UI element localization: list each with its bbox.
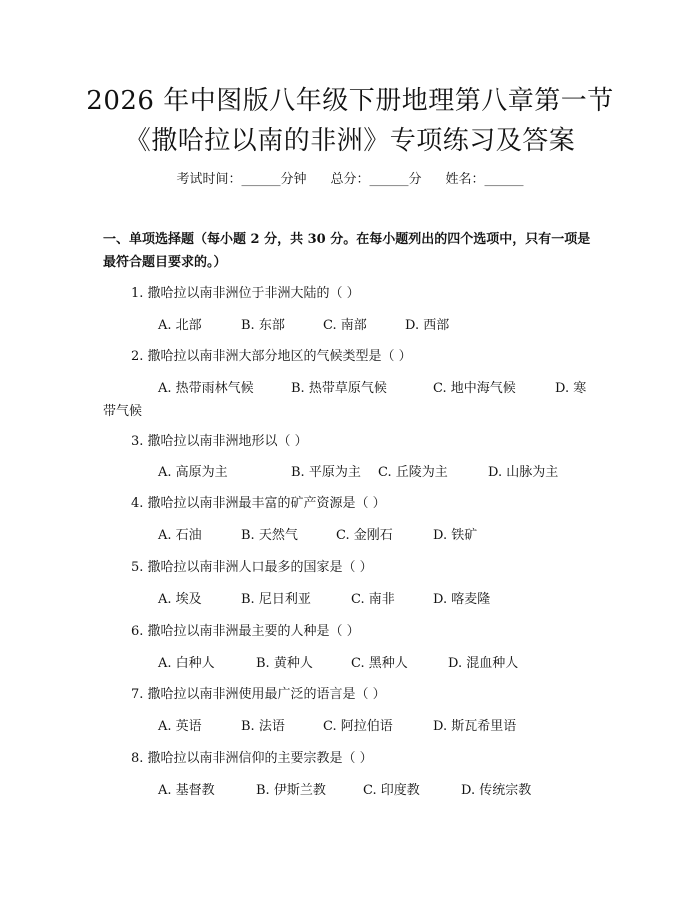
option-b: B. 伊斯兰教 [256,783,326,798]
option-c: C. 南部 [323,318,367,333]
option-a: A. 石油 [158,528,202,543]
option-b: B. 热带草原气候 [291,381,387,396]
question-stem: 7. 撒哈拉以南非洲使用最广泛的语言是（ ） [131,687,386,702]
option-b: B. 黄种人 [256,656,313,671]
option-a: A. 白种人 [158,656,215,671]
question-stem: 4. 撒哈拉以南非洲最丰富的矿产资源是（ ） [131,496,386,511]
document-title-line1: 2026 年中图版八年级下册地理第八章第一节 [86,86,614,116]
option-d: D. 传统宗教 [461,783,532,798]
section-heading: 一、单项选择题（每小题 2 分，共 30 分。在每小题列出的四个选项中，只有一项是最符合题目要求的。） [103,232,591,270]
document-title-line2: 《撒哈拉以南的非洲》专项练习及答案 [124,126,576,156]
option-a: A. 埃及 [158,592,202,607]
exam-score: 总分：______分 [330,172,422,187]
option-b: B. 天然气 [241,528,298,543]
option-b: B. 尼日利亚 [241,592,311,607]
option-a: A. 英语 [158,719,202,734]
option-c: C. 丘陵为主 [378,465,448,480]
option-wrap-text: 带气候 [103,404,143,419]
option-b: B. 东部 [241,318,285,333]
option-c: C. 南非 [351,592,395,607]
option-b: B. 法语 [241,719,285,734]
option-c: C. 黑种人 [351,656,408,671]
option-d: D. 铁矿 [433,528,478,543]
question-stem: 3. 撒哈拉以南非洲地形以（ ） [131,434,308,449]
option-a: A. 热带雨林气候 [158,381,254,396]
exam-info [0,168,700,187]
option-a: A. 基督教 [158,783,215,798]
option-c: C. 金刚石 [336,528,393,543]
option-c: C. 印度教 [363,783,420,798]
question-stem: 5. 撒哈拉以南非洲人口最多的国家是（ ） [131,560,373,575]
option-a: A. 高原为主 [158,465,228,480]
option-d: D. 西部 [405,318,450,333]
question-stem: 6. 撒哈拉以南非洲最主要的人种是（ ） [131,624,360,639]
option-d: D. 混血种人 [448,656,519,671]
question-stem: 2. 撒哈拉以南非洲大部分地区的气候类型是（ ） [131,349,412,364]
student-name: 姓名：______ [445,172,524,187]
option-d: D. 山脉为主 [488,465,559,480]
option-b: B. 平原为主 [291,465,361,480]
question-stem: 8. 撒哈拉以南非洲信仰的主要宗教是（ ） [131,751,373,766]
option-c: C. 阿拉伯语 [323,719,393,734]
option-a: A. 北部 [158,318,202,333]
option-c: C. 地中海气候 [433,381,516,396]
option-d: D. 斯瓦希里语 [433,719,517,734]
exam-time: 考试时间：______分钟 [176,172,307,187]
option-d: D. 喀麦隆 [433,592,491,607]
option-d: D. 寒 [555,381,587,396]
question-stem: 1. 撒哈拉以南非洲位于非洲大陆的（ ） [131,286,360,301]
